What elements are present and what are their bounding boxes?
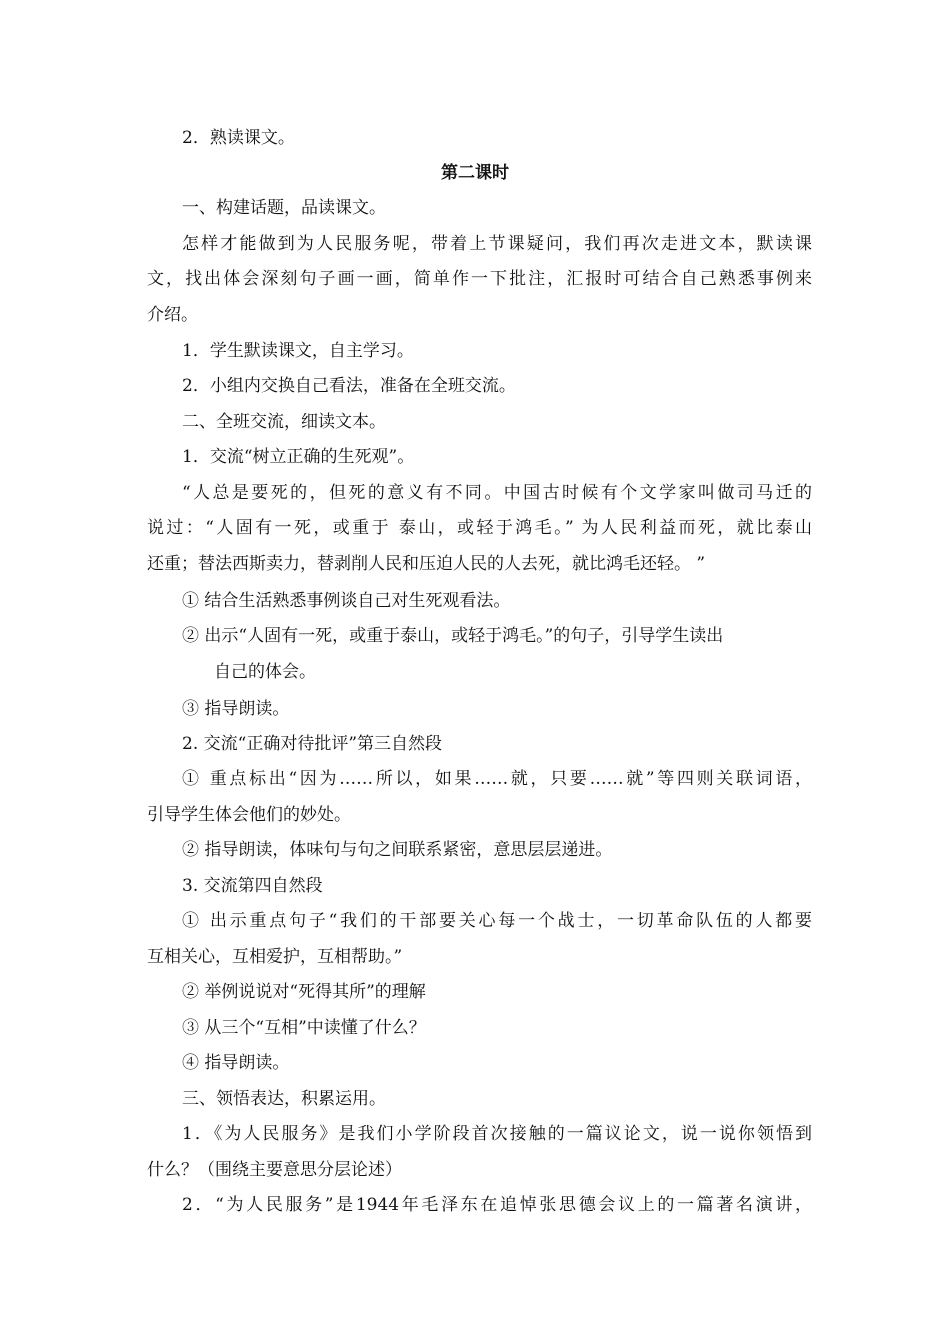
list-item: 2．“为人民服务”是1944年毛泽东在追悼张思德会议上的一篇著名演讲， [182, 1195, 812, 1215]
list-item-read-text: 2．熟读课文。 [182, 128, 295, 148]
list-item: 3. 交流第四自然段 [182, 876, 323, 896]
quote-line: 说过：“人固有一死，或重于 泰山，或轻于鸿毛。” 为人民利益而死，就比泰山 [147, 518, 812, 538]
list-item: ② 举例说说对“死得其所”的理解 [182, 982, 426, 1002]
list-item: ③ 从三个“互相”中读懂了什么？ [182, 1018, 426, 1038]
list-item: ① 重点标出“因为……所以，如果……就，只要……就”等四则关联词语， [182, 769, 812, 789]
paragraph-line: 怎样才能做到为人民服务呢，带着上节课疑问，我们再次走进文本，默读课 [182, 234, 812, 254]
list-item: 2. 交流“正确对待批评”第三自然段 [182, 734, 443, 754]
quote-line: “人总是要死的，但死的意义有不同。中国古时候有个文学家叫做司马迁的 [182, 483, 812, 503]
paragraph-line: 介绍。 [147, 305, 198, 325]
list-item-continuation: 自己的体会。 [214, 662, 316, 682]
section-title: 第二课时 [441, 163, 509, 183]
list-item: 1．《为人民服务》是我们小学阶段首次接触的一篇议论文，说一说你领悟到 [182, 1124, 812, 1144]
paragraph-line: 文，找出体会深刻句子画一画，简单作一下批注，汇报时可结合自己熟悉事例来 [147, 269, 812, 289]
list-item: 2．小组内交换自己看法，准备在全班交流。 [182, 376, 516, 396]
list-item: ② 出示“人固有一死，或重于泰山，或轻于鸿毛。”的句子，引导学生读出 [182, 626, 724, 646]
list-item: ④ 指导朗读。 [182, 1053, 290, 1073]
heading-part-one: 一、构建话题，品读课文。 [182, 198, 386, 218]
list-item: ② 指导朗读，体味句与句之间联系紧密，意思层层递进。 [182, 840, 613, 860]
heading-part-two: 二、全班交流，细读文本。 [182, 412, 386, 432]
list-item-continuation: 引导学生体会他们的妙处。 [147, 805, 351, 825]
list-item: ① 结合生活熟悉事例谈自己对生死观看法。 [182, 591, 511, 611]
list-item-continuation: 什么？（围绕主要意思分层论述） [147, 1160, 402, 1180]
list-item: 1．交流“树立正确的生死观”。 [182, 447, 415, 467]
list-item: 1．学生默读课文，自主学习。 [182, 341, 414, 361]
list-item: ① 出示重点句子“我们的干部要关心每一个战士，一切革命队伍的人都要 [182, 911, 812, 931]
list-item-continuation: 互相关心，互相爱护，互相帮助。” [147, 947, 403, 967]
quote-line: 还重；替法西斯卖力，替剥削人民和压迫人民的人去死，就比鸿毛还轻。 ” [147, 554, 706, 574]
heading-part-three: 三、领悟表达，积累运用。 [182, 1089, 386, 1109]
list-item: ③ 指导朗读。 [182, 699, 290, 719]
